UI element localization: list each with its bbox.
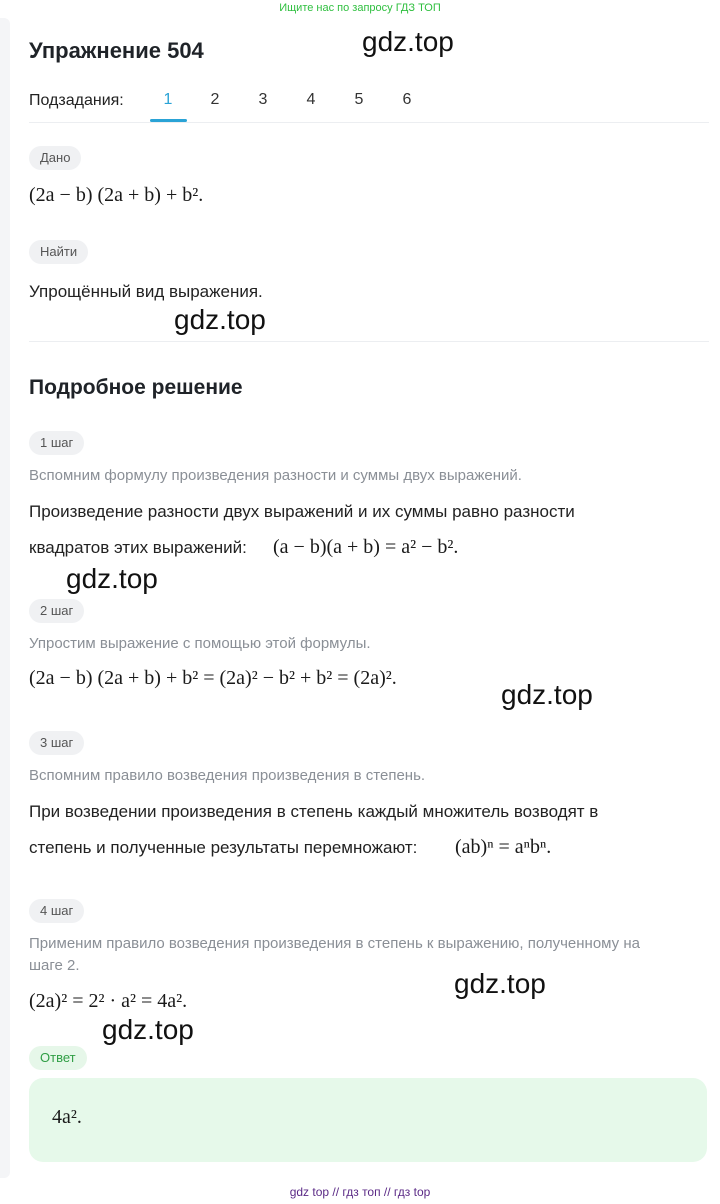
answer-badge: Ответ: [29, 1046, 87, 1070]
step-2-formula: (2a − b) (2a + b) + b² = (2a)² − b² + b² = (2a)².: [29, 667, 397, 689]
tab-subtask-4[interactable]: 4: [306, 91, 316, 108]
solution-heading: Подробное решение: [29, 376, 243, 399]
subtasks-label: Подзадания:: [29, 92, 124, 109]
step-3-text-line1: При возведении произведения в степень каждый множитель возводят в: [29, 802, 599, 821]
footer-links[interactable]: gdz top // гдз топ // гдз top: [289, 1185, 431, 1199]
watermark: gdz.top: [362, 26, 454, 57]
watermark: gdz.top: [454, 968, 546, 999]
watermark: gdz.top: [501, 679, 593, 710]
watermark: gdz.top: [174, 304, 266, 335]
left-rail: [0, 18, 10, 1178]
step-4-hint-line2: шаге 2.: [29, 957, 80, 974]
step-1-text-line2: квадратов этих выражений:: [29, 538, 247, 557]
answer-value: 4a².: [52, 1106, 82, 1128]
step-1-badge: 1 шаг: [29, 431, 84, 455]
tab-subtask-2[interactable]: 2: [210, 91, 220, 108]
tab-subtask-6[interactable]: 6: [402, 91, 412, 108]
step-2-badge: 2 шаг: [29, 599, 84, 623]
step-4-formula: (2a)² = 2² · a² = 4a².: [29, 990, 188, 1012]
step-4-hint-line1: Применим правило возведения произведения в степень к выражению, полученному на: [29, 935, 640, 952]
tab-subtask-1[interactable]: 1: [163, 91, 173, 108]
top-banner[interactable]: Ищите нас по запросу ГДЗ ТОП: [279, 2, 441, 14]
exercise-title: Упражнение 504: [29, 38, 204, 63]
subtasks-bar: [29, 88, 709, 123]
step-4-badge: 4 шаг: [29, 899, 84, 923]
divider: [29, 341, 709, 342]
step-3-formula: (ab)ⁿ = aⁿbⁿ.: [455, 836, 552, 858]
watermark: gdz.top: [102, 1014, 194, 1045]
find-text: Упрощённый вид выражения.: [29, 282, 263, 301]
watermark: gdz.top: [66, 563, 158, 594]
step-1-hint: Вспомним формулу произведения разности и суммы двух выражений.: [29, 467, 522, 484]
tab-subtask-5[interactable]: 5: [354, 91, 364, 108]
step-2-hint: Упростим выражение с помощью этой формулы.: [29, 635, 371, 652]
step-1-formula: (a − b)(a + b) = a² − b².: [273, 536, 459, 558]
given-expression: (2a − b) (2a + b) + b².: [29, 184, 204, 206]
step-3-text-line2: степень и полученные результаты перемножают:: [29, 838, 418, 857]
tab-subtask-3[interactable]: 3: [258, 91, 268, 108]
given-badge: Дано: [29, 146, 81, 170]
step-1-text-line1: Произведение разности двух выражений и их суммы равно разности: [29, 502, 575, 521]
step-3-hint: Вспомним правило возведения произведения в степень.: [29, 767, 426, 784]
find-badge: Найти: [29, 240, 88, 264]
answer-box: [29, 1078, 707, 1162]
active-tab-indicator: [150, 119, 187, 122]
step-3-badge: 3 шаг: [29, 731, 84, 755]
